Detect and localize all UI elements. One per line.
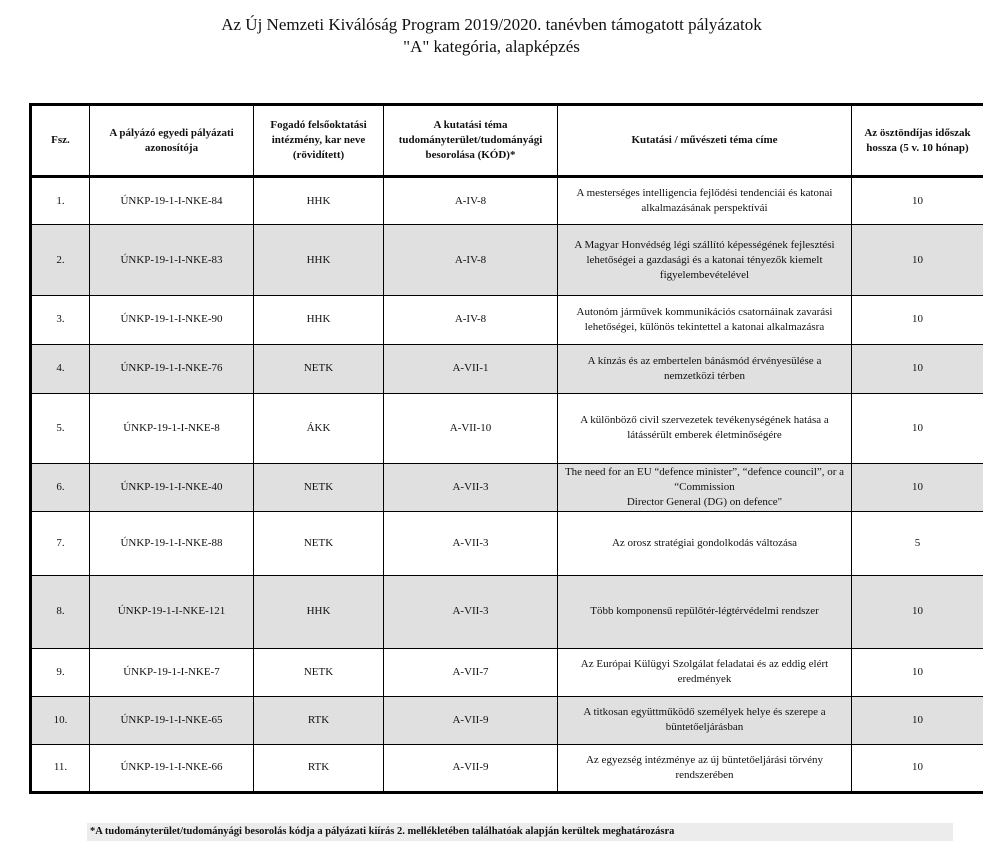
row-serial: 3. [31, 296, 90, 344]
row-applicant-id: ÚNKP-19-1-I-NKE-7 [90, 648, 254, 696]
row-institution: HHK [254, 296, 384, 344]
row-serial: 9. [31, 648, 90, 696]
row-discipline-code: A-VII-3 [384, 512, 558, 576]
header-host-institution: Fogadó felsőoktatási intézmény, kar neve (rövidített) [254, 105, 384, 177]
row-topic-title: Az orosz stratégiai gondolkodás változása [558, 512, 852, 576]
row-topic-title: A különböző civil szervezetek tevékenységének hatása a látássérült emberek életminőségére [558, 393, 852, 463]
row-topic-title: A Magyar Honvédség légi szállító képességének fejlesztési lehetőségei a gazdasági és a katonai tényezők kiemelt figyelembevételével [558, 225, 852, 296]
table-row [31, 744, 983, 792]
row-serial: 2. [31, 225, 90, 296]
row-discipline-code: A-IV-8 [384, 177, 558, 225]
row-duration: 10 [852, 177, 983, 225]
row-topic-title: Az Európai Külügyi Szolgálat feladatai és az eddig elért eredmények [558, 648, 852, 696]
row-discipline-code: A-VII-9 [384, 744, 558, 792]
row-topic-title: A kínzás és az embertelen bánásmód érvényesülése a nemzetközi térben [558, 344, 852, 393]
row-institution: NETK [254, 512, 384, 576]
row-topic-title: Az egyezség intézménye az új büntetőeljárási törvény rendszerében [558, 744, 852, 792]
row-serial: 7. [31, 512, 90, 576]
row-institution: NETK [254, 648, 384, 696]
row-duration: 10 [852, 696, 983, 744]
row-institution: HHK [254, 225, 384, 296]
table-row [31, 696, 983, 744]
table-row [31, 512, 983, 576]
row-duration: 10 [852, 393, 983, 463]
row-applicant-id: ÚNKP-19-1-I-NKE-121 [90, 576, 254, 648]
header-serial: Fsz. [31, 105, 90, 177]
row-institution: HHK [254, 177, 384, 225]
table-row [31, 177, 983, 225]
table-row [31, 344, 983, 393]
table-row [31, 576, 983, 648]
table-row [31, 463, 983, 511]
row-duration: 10 [852, 648, 983, 696]
row-duration: 10 [852, 225, 983, 296]
row-discipline-code: A-VII-3 [384, 576, 558, 648]
row-applicant-id: ÚNKP-19-1-I-NKE-40 [90, 463, 254, 511]
row-institution: NETK [254, 463, 384, 511]
header-discipline-code: A kutatási téma tudományterület/tudományági besorolása (KÓD)* [384, 105, 558, 177]
document-title: Az Új Nemzeti Kiválóság Program 2019/2020. tanévben támogatott pályázatok [221, 15, 762, 34]
row-institution: HHK [254, 576, 384, 648]
table-row [31, 648, 983, 696]
table-row [31, 393, 983, 463]
row-discipline-code: A-VII-7 [384, 648, 558, 696]
table-header-row [31, 105, 983, 177]
row-topic-title: A titkosan együttműködő személyek helye és szerepe a büntetőeljárásban [558, 696, 852, 744]
row-duration: 10 [852, 463, 983, 511]
row-discipline-code: A-VII-1 [384, 344, 558, 393]
row-serial: 11. [31, 744, 90, 792]
grants-table [29, 103, 983, 794]
row-discipline-code: A-VII-3 [384, 463, 558, 511]
document-subtitle: "A" kategória, alapképzés [403, 37, 580, 56]
row-applicant-id: ÚNKP-19-1-I-NKE-83 [90, 225, 254, 296]
row-applicant-id: ÚNKP-19-1-I-NKE-66 [90, 744, 254, 792]
row-serial: 10. [31, 696, 90, 744]
row-discipline-code: A-VII-9 [384, 696, 558, 744]
row-applicant-id: ÚNKP-19-1-I-NKE-76 [90, 344, 254, 393]
row-applicant-id: ÚNKP-19-1-I-NKE-84 [90, 177, 254, 225]
row-serial: 5. [31, 393, 90, 463]
row-institution: ÁKK [254, 393, 384, 463]
row-duration: 10 [852, 344, 983, 393]
row-applicant-id: ÚNKP-19-1-I-NKE-88 [90, 512, 254, 576]
row-duration: 5 [852, 512, 983, 576]
row-applicant-id: ÚNKP-19-1-I-NKE-8 [90, 393, 254, 463]
row-discipline-code: A-IV-8 [384, 296, 558, 344]
row-discipline-code: A-VII-10 [384, 393, 558, 463]
header-duration: Az ösztöndíjas időszak hossza (5 v. 10 hónap) [852, 105, 983, 177]
row-topic-title: A mesterséges intelligencia fejlődési tendenciái és katonai alkalmazásának perspektívái [558, 177, 852, 225]
row-duration: 10 [852, 576, 983, 648]
row-serial: 8. [31, 576, 90, 648]
row-duration: 10 [852, 296, 983, 344]
row-applicant-id: ÚNKP-19-1-I-NKE-90 [90, 296, 254, 344]
header-applicant-id: A pályázó egyedi pályázati azonosítója [90, 105, 254, 177]
table-row [31, 296, 983, 344]
row-discipline-code: A-IV-8 [384, 225, 558, 296]
row-institution: NETK [254, 344, 384, 393]
row-topic-title: The need for an EU “defence minister”, “defence council”, or a “Commission Director General (DG) on defence" [558, 463, 852, 511]
header-topic-title: Kutatási / művészeti téma címe [558, 105, 852, 177]
row-topic-title: Több komponensű repülőtér-légtérvédelmi rendszer [558, 576, 852, 648]
row-institution: RTK [254, 744, 384, 792]
row-duration: 10 [852, 744, 983, 792]
row-institution: RTK [254, 696, 384, 744]
row-serial: 4. [31, 344, 90, 393]
table-row [31, 225, 983, 296]
row-serial: 6. [31, 463, 90, 511]
row-topic-title: Autonóm járművek kommunikációs csatornáinak zavarási lehetőségei, különös tekintettel a katonai alkalmazásra [558, 296, 852, 344]
row-serial: 1. [31, 177, 90, 225]
row-applicant-id: ÚNKP-19-1-I-NKE-65 [90, 696, 254, 744]
footnote: *A tudományterület/tudományági besorolás kódja a pályázati kiírás 2. mellékletében találhatóak alapján kerültek meghatározásra [87, 823, 953, 841]
